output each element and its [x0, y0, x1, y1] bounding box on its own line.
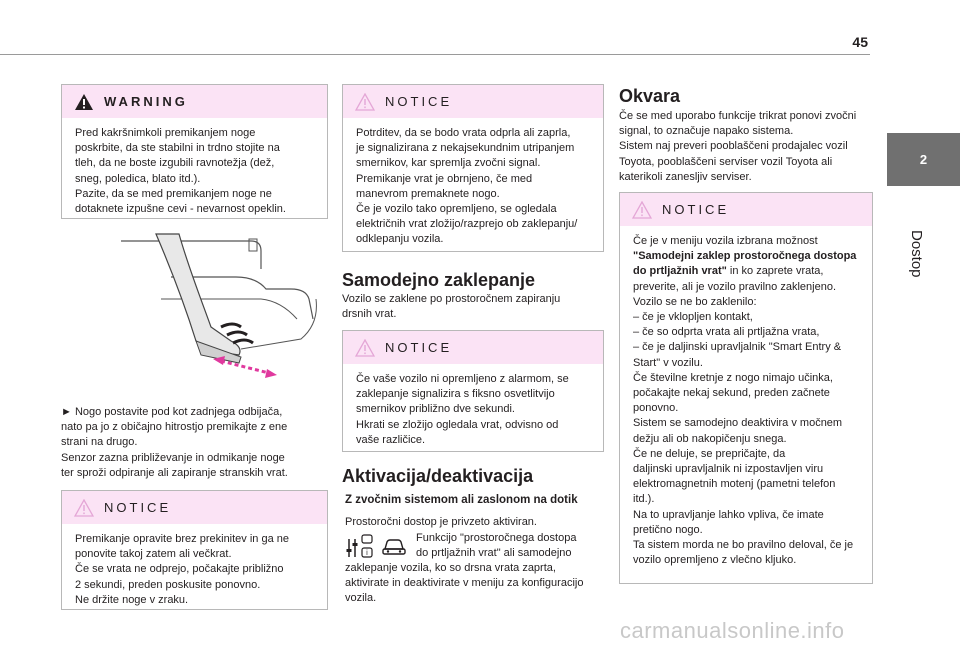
- notice-box-2: [342, 84, 604, 252]
- warning-title: WARNING: [104, 94, 188, 109]
- notice-lead: Če je v meniju vozila izbrana možnost: [633, 235, 818, 247]
- notice-triangle-icon: [632, 201, 652, 219]
- foot-kick-illustration: [61, 229, 328, 389]
- notice-after-bold: in ko zaprete vrata,: [726, 265, 824, 278]
- svg-text:i: i: [366, 549, 368, 557]
- activation-intro: Prostoročni dostop je privzeto aktiviran.: [345, 516, 537, 528]
- activation-rest: zaklepanje vozila, ko so drsna vrata zaprta, aktivirate in deaktivirate v meniju za konfiguracijo vozila.: [345, 562, 584, 605]
- notice-triangle-icon: [74, 499, 94, 517]
- notice-body: [343, 118, 603, 256]
- warning-box-header: [62, 85, 327, 118]
- notice-box-1: [61, 490, 328, 610]
- notice-text: Če vaše vozilo ni opremljeno z alarmom, se zaklepanje signalizira s fiksno osvetlitvijo smernikov približno dve sekundi. Hkrati se zložijo ogledala vrat, odvisno od vaše različice.: [356, 373, 569, 446]
- watermark: carmanualsonline.info: [620, 618, 845, 643]
- warning-triangle-icon: [74, 93, 94, 111]
- notice-bold-option: "Samodejni zaklep prostoročnega dostopa do prtljažnih vrat": [633, 250, 857, 278]
- car-icon: [381, 533, 407, 559]
- notice-title: NOTICE: [385, 340, 453, 355]
- heading-activation: Aktivacija/deaktivacija: [342, 466, 534, 486]
- notice-title: NOTICE: [662, 202, 730, 217]
- notice-body: [62, 524, 327, 616]
- notice-text: preverite, ali je vozilo pravilno zaklenjeno. Vozilo se ne bo zaklenilo: – če je vklopljen kontakt, – če so odprta vrata ali prtljažna vrata, – če je daljinski upravljalnik "Smart Entry & Start" v vozilu. Če številne kretnje z nogo nimajo učinka, počakajte nekaj sekund, preden začnete ponovno. Sistem se samodejno deaktivira v močnem dežju ali ob nakopičenju snega. Če ne deluje, se prepričajte, da daljinski upravljalnik ni izpostavljen viru elektromagnetnih motenj (pametni telefon itd.). Na to upravljanje lahko vpliva, če imate pretično nogo. Ta sistem morda ne bo pravilno deloval, če je vozilo opremljeno z vlečno kljuko.: [633, 280, 854, 567]
- activation-icons: [345, 533, 407, 559]
- warning-body: [62, 118, 327, 225]
- notice-body: [343, 364, 603, 456]
- notice-title: NOTICE: [104, 500, 172, 515]
- heading-autolock: Samodejno zaklepanje: [342, 270, 536, 290]
- notice-box-4-header: [620, 193, 872, 226]
- warning-text: Pred kakršnimkoli premikanjem noge poskrbite, da ste stabilni in trdno stojite na tleh, da ne boste izgubili ravnotežja (dež, sneg, poledica, blato itd.). Pazite, da se med premikanjem noge ne dotaknete izpušne cevi - nevarnost opeklin.: [75, 127, 286, 216]
- page-number: 45: [852, 34, 868, 50]
- settings-menu-icon: [345, 533, 375, 559]
- notice-box-3-header: [343, 331, 603, 364]
- autolock-text: Vozilo se zaklene po prostoročnem zapiranju drsnih vrat.: [342, 293, 561, 321]
- subheading-audio-touchscreen: Z zvočnim sistemom ali zaslonom na dotik: [345, 494, 578, 506]
- notice-box-1-header: [62, 491, 327, 524]
- notice-box-4: [619, 192, 873, 584]
- notice-text: Premikanje opravite brez prekinitev in ga ne ponovite takoj zatem ali večkrat. Če se vrata ne odprejo, počakajte približno 2 sekundi, preden poskusite ponovno. Ne držite noge v zraku.: [75, 533, 290, 606]
- notice-text: Potrditev, da se bodo vrata odprla ali zaprla, je signalizirana z nekajsekundnim utripanjem smernikov, kar spremlja zvočni signal. Premikanje vrat je obrnjeno, če med manevrom premaknete nogo. Če je vozilo tako opremljeno, se ogledala električnih vrat zložijo/razprejo ob zaklepanju/ odklepanju vozila.: [356, 127, 578, 246]
- notice-box-2-header: [343, 85, 603, 118]
- header-rule: [0, 54, 870, 55]
- notice-triangle-icon: [355, 339, 375, 357]
- chapter-number: 2: [919, 152, 928, 167]
- notice-box-3: [342, 330, 604, 452]
- chapter-title: Dostop: [908, 230, 925, 278]
- instructions-text: ► Nogo postavite pod kot zadnjega odbijača, nato pa jo z običajno hitrostjo premikajte z ene strani na drugo. Senzor zazna približevanje in odmikanje noge ter sproži odpiranje ali zapiranje stranskih vrat.: [61, 406, 288, 479]
- warning-box: [61, 84, 328, 219]
- activation-icon-text: Funkcijo "prostoročnega dostopa do prtljažnih vrat" ali samodejno: [416, 532, 577, 560]
- chapter-tab: [887, 133, 960, 186]
- fault-text: Če se med uporabo funkcije trikrat ponovi zvočni signal, to označuje napako sistema. Sistem naj preveri pooblaščeni prodajalec vozil Toyota, pooblaščeni serviser vozil Toyota ali katerikoli zanesljiv serviser.: [619, 110, 857, 183]
- heading-fault: Okvara: [619, 86, 681, 106]
- notice-body: [620, 226, 872, 576]
- notice-triangle-icon: [355, 93, 375, 111]
- notice-title: NOTICE: [385, 94, 453, 109]
